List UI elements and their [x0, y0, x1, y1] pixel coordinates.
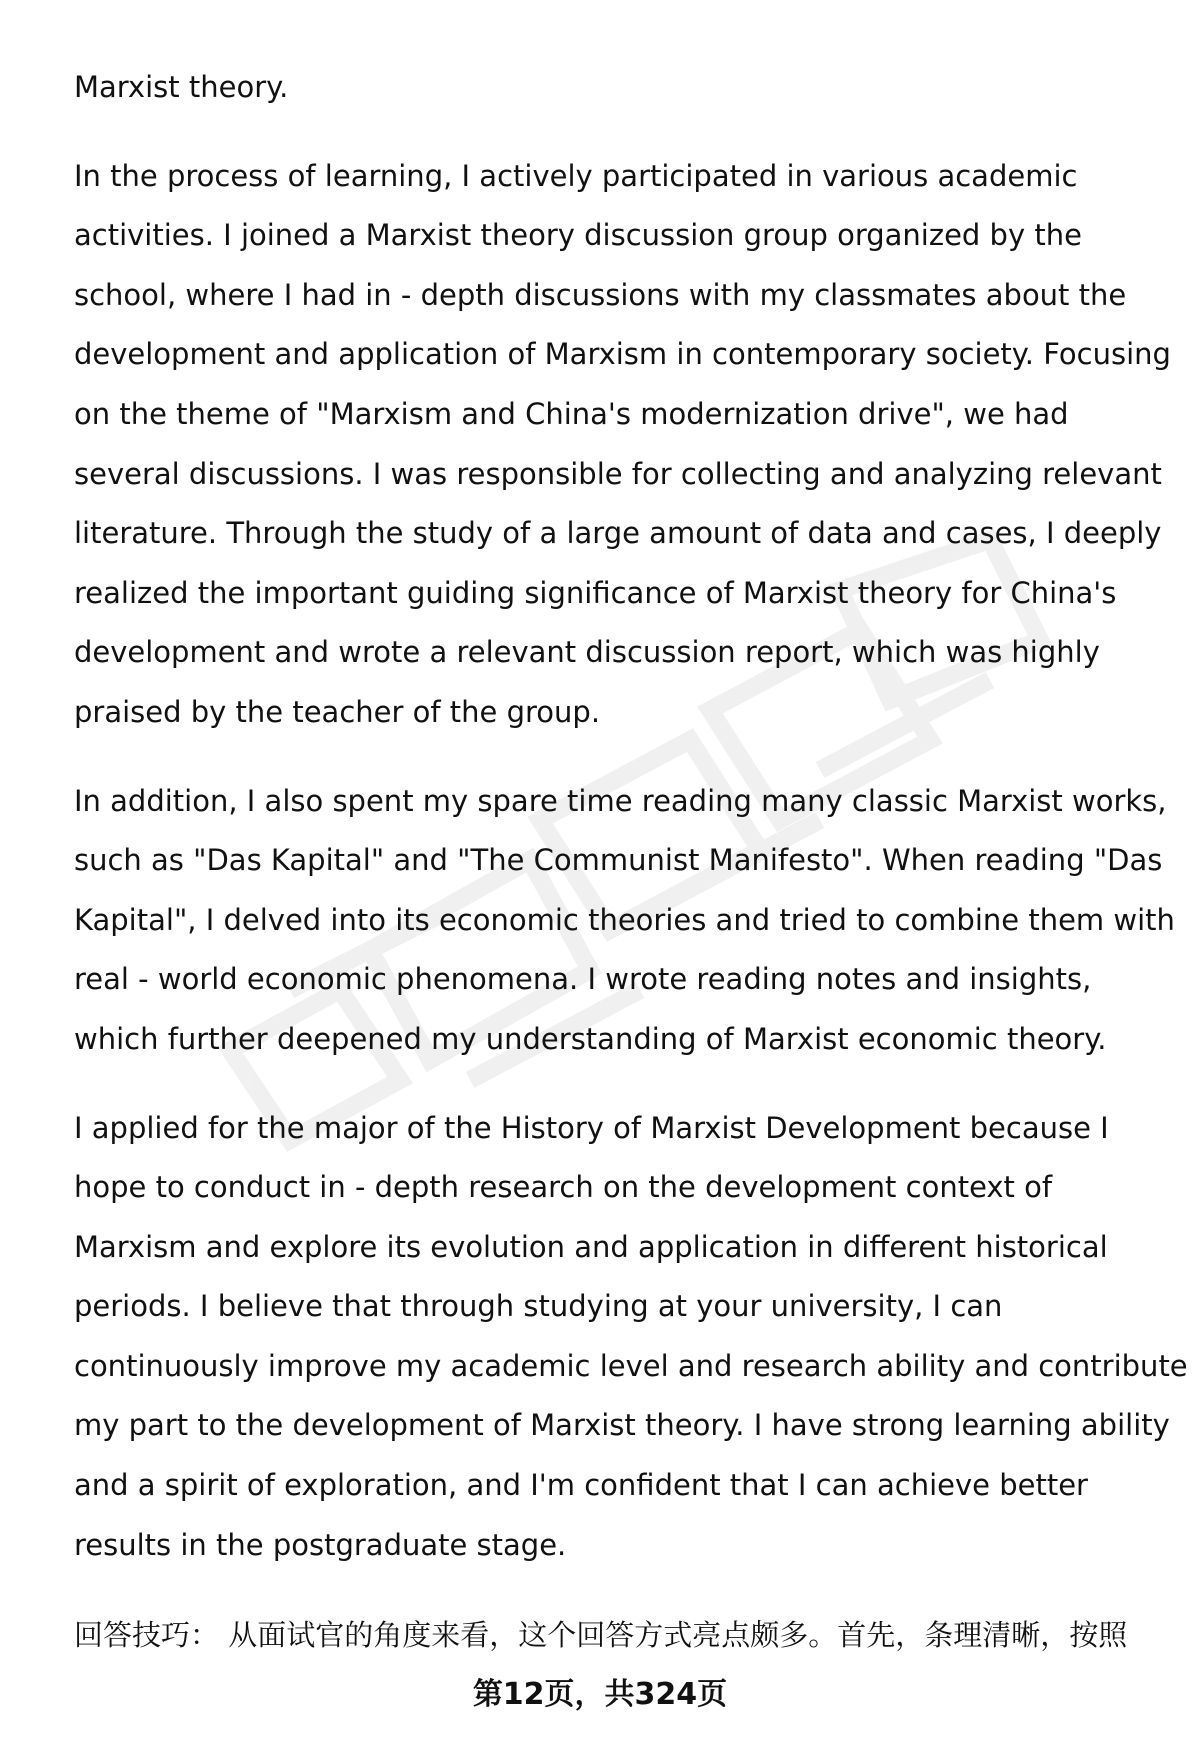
paragraph-line: Kapital", I delved into its economic theories and tried to combine them with: [74, 902, 1175, 937]
paragraph-line: results in the postgraduate stage.: [74, 1527, 567, 1562]
paragraph-line: real - world economic phenomena. I wrote reading notes and insights,: [74, 962, 1092, 997]
paragraph-line: In the process of learning, I actively participated in various academic: [74, 158, 1078, 193]
paragraph-line: school, where I had in - depth discussions with my classmates about the: [74, 277, 1127, 312]
paragraph-line: I applied for the major of the History of Marxist Development because I: [74, 1110, 1109, 1145]
paragraph-line: my part to the development of Marxist theory. I have strong learning ability: [74, 1408, 1170, 1443]
paragraph-1: [74, 58, 1164, 118]
paragraph-line: literature. Through the study of a large amount of data and cases, I deeply: [74, 516, 1162, 551]
paragraph-line: and a spirit of exploration, and I'm confident that I can achieve better: [74, 1468, 1088, 1503]
paragraph-line: on the theme of "Marxism and China's modernization drive", we had: [74, 396, 1069, 431]
paragraph-line: Marxism and explore its evolution and application in different historical: [74, 1229, 1108, 1264]
document-page: [74, 58, 1188, 1604]
paragraph-line: realized the important guiding significance of Marxist theory for China's: [74, 575, 1117, 610]
paragraph-line: praised by the teacher of the group.: [74, 694, 601, 729]
paragraph-2: [74, 147, 1171, 743]
paragraph-line: development and application of Marxism in contemporary society. Focusing: [74, 337, 1171, 372]
paragraph-line: continuously improve my academic level and research ability and contribute: [74, 1348, 1188, 1383]
paragraph-line: activities. I joined a Marxist theory discussion group organized by the: [74, 218, 1082, 253]
page-footer: 第12页，共324页: [472, 1677, 728, 1712]
paragraph-line: hope to conduct in - depth research on the development context of: [74, 1170, 1053, 1205]
answer-tips: 回答技巧： 从面试官的角度来看，这个回答方式亮点颇多。首先，条理清晰，按照: [74, 1618, 1128, 1652]
paragraph-line: such as "Das Kapital" and "The Communist Manifesto". When reading "Das: [74, 843, 1163, 878]
paragraph-4: [74, 1099, 1188, 1576]
paragraph-line: In addition, I also spent my spare time reading many classic Marxist works,: [74, 783, 1167, 818]
paragraph-line: Marxist theory.: [74, 70, 289, 104]
paragraph-line: development and wrote a relevant discussion report, which was highly: [74, 635, 1100, 670]
paragraph-line: which further deepened my understanding of Marxist economic theory.: [74, 1021, 1107, 1056]
paragraph-3: [74, 772, 1175, 1070]
paragraph-line: several discussions. I was responsible for collecting and analyzing relevant: [74, 456, 1162, 491]
paragraph-line: periods. I believe that through studying at your university, I can: [74, 1289, 1003, 1324]
